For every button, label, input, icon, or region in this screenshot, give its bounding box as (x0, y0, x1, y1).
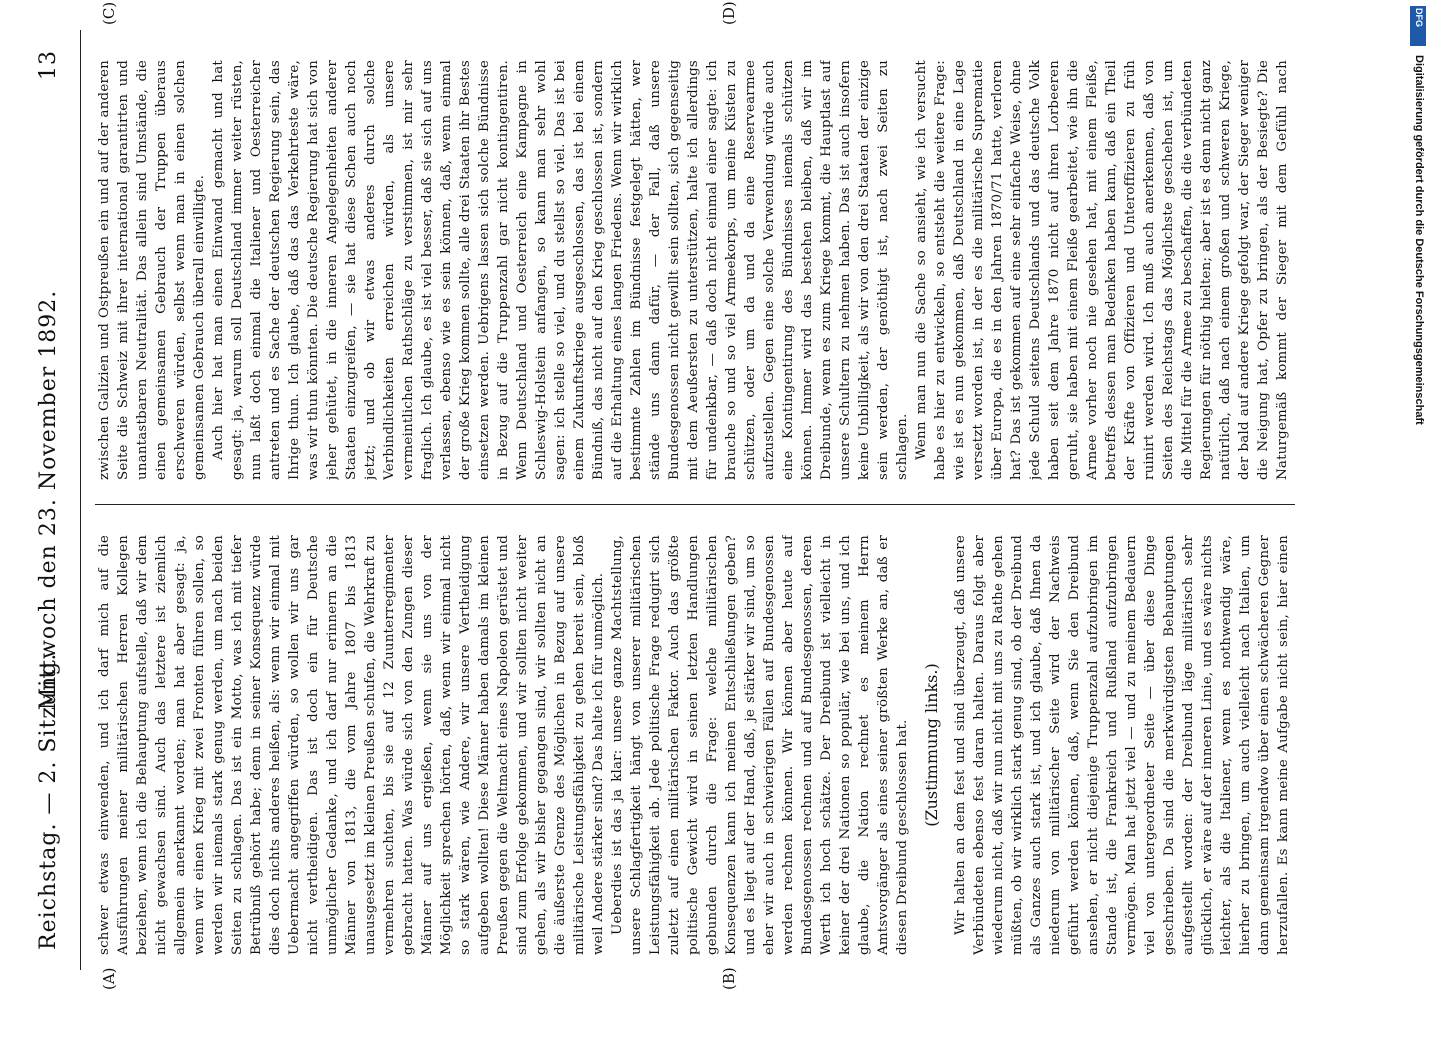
paragraph: zwischen Galizien und Ostpreußen ein und auf der anderen Seite die Schweiz mit ihrer international garantirten und unantastbaren Neutralität. Das allein sind Umstände, die einen gemeinsamen Gebrauch der Truppen überaus erschweren würden, selbst wenn man in einen solchen gemeinsamen Gebrauch überall einwilligte. (97, 60, 207, 480)
column-divider (95, 504, 1295, 505)
left-column (95, 535, 1295, 955)
header-date: Mittwoch den 23. November 1892. (36, 289, 61, 711)
paragraph: Auch hier hat man einen Einwand gemacht und hat gesagt: ja, warum soll Deutschland immer weiter rüsten, nun laßt doch einmal die Italiener und Oesterreicher antreten und es Sache der deutschen Regierung sein, das Ihrige thun. Ich glaube, daß das das Verkehrteste wäre, was wir thun könnten. Die deutsche Regierung hat sich von jeher gehütet, in die inneren Angelegenheiten anderer Staaten einzugreifen, — sie hat diese Schen auch noch jetzt; und ob wir etwas anderes durch solche Verbindlichkeiten erreichen würden, als unsere vermeintlichen Rathschläge zu verstimmen, ist mir sehr fraglich. Ich glaube, es ist viel besser, daß sie sich auf uns verlassen, ebenso wie es sein können, daß, wenn einmal der große Krieg kommen sollte, alle drei Staaten ihr Bestes einsetzen werden. Uebrigens lassen sich solche Bündnisse in Bezug auf die Truppenzahl gar nicht kontingentiren. Wenn Deutschland und Oesterreich eine Kampagne in Schleswig-Holstein anfangen, so kann man sehr wohl sagen: ich stelle so viel, und du stellst so viel. Das ist bei einem Zukunftskriege ausgeschlossen, das ist bei einem Bündniß, das nicht auf den Krieg geschlossen ist, sondern auf die Erhaltung eines langen Friedens. Wenn wir wirklich bestimmte Zahlen im Bündnisse festgelegt hätten, wer stände uns dann dafür, — der Fall, daß unsere Bundesgenossen nicht gewillt sein sollten, sich gegenseitig mit dem Aeußersten zu unterstützen, halte ich allerdings für undenkbar, — daß doch nicht einmal einer sagte: ich brauche so und so viel Armeekorps, um meine Küsten zu schützen, oder um da und da eine Reservearmee aufzustellen. Gegen eine solche Verwendung würde auch eine Kontingentirung des Bündnisses niemals schützen können. Immer wird das bestehen bleiben, daß wir im Dreibunde, wenn es zum Kriege kommt, die Hauptlast auf unsere Schultern zu nehmen haben. Das ist auch insofern keine Unbilligkeit, als wir von den drei Staaten der einzige sein werden, der genöthigt ist, nach zwei Seiten zu schlagen. (211, 60, 910, 480)
margin-letter-d: (D) (720, 1, 738, 25)
margin-letter-b: (B) (720, 967, 738, 990)
header-session: Reichstag. — 2. Sitzung. (36, 652, 61, 950)
dfg-logo: DFG (1410, 6, 1426, 46)
applause-note: (Zustimmung links.) (922, 663, 941, 827)
paragraph: schwer etwas einwenden, und ich darf mich auf die Ausführungen meiner militärischen Herren Kollegen beziehen, wenn ich die Behauptung aufstelle, daß wir dem nicht gewachsen sind. Auch das letztere ist ziemlich allgemein anerkannt worden; man hat aber gesagt: ja, wenn wir einen Krieg mit zwei Fronten führen sollen, so werden wir niemals stark genug werden, um nach beiden Seiten zu schlagen. Das ist ein Motto, was ich mit tiefer Betrübniß gehört habe; denn in seiner Konsequenz würde dies doch nichts anderes heißen, als: wenn wir einmal mit Uebermacht angegriffen würden, so wollen wir uns gar nicht vertheidigen. Das ist doch ein für Deutsche unmöglicher Gedanke, und ich darf nur erinnern an die Männer von 1813, die vom Jahre 1807 bis 1813 unausgesetzt im kleinen Preußen schufen, die Wehrkraft zu vermehren suchten, bis sie auf 12 Zuunterregimenter gebracht hatten. Was würde sich von den Zungen dieser Männer auf uns ergießen, wenn sie uns von der Möglichkeit sprechen hörten, daß, wenn wir einmal nicht so stark wären, wie Andere, wir unsere Vertheidigung aufgeben wollten! Diese Männer haben damals im kleinen Preußen gegen die Weltmacht eines Napoleon gerüstet und sind zum Erfolge gekommen, und wir sollten nicht weiter gehen, als wir bisher gegangen sind, wir sollten nicht an die äußerste Grenze des Möglichen in Bezug auf unsere militärische Leistungsfähigkeit zu gehen bereit sein, bloß weil Andere stärker sind? Das halte ich für unmöglich. (97, 535, 606, 955)
header-rule (80, 30, 81, 970)
margin-letter-c: (C) (100, 1, 118, 25)
paragraph: Wir halten an dem fest und sind überzeugt, daß unsere Verbündeten ebenso fest daran halten. Daraus folgt aber wiederum nicht, daß wir nun nicht mit uns zu Rathe gehen müßten, ob wir wirklich stark genug sind, ob der Dreibund als Ganzes auch stark ist, und ich glaube, daß Ihnen da niederum von militärischer Seite wird der Nachweis geführt werden können, daß, wenn Sie den Dreibund ansehen, er nicht diejenige Truppenzahl aufzubringen im Stande ist, die Frankreich und Rußland aufzubringen vermögen. Man hat jetzt viel — und zu meinem Bedauern viel von untergeordneter Seite — über diese Dinge geschrieben. Da sind die merkwürdigsten Behauptungen aufgestellt worden: der Dreibund läge militärisch sehr glücklich, er wäre auf der inneren Linie, und es wäre nichts leichter, als die Italiener, wenn es nothwendig wäre, hierher zu bringen, um auch vielleicht nach Italien, um dann gemeinsam irgendwo über einen schwächeren Gegner herzufallen. Es kann meine Aufgabe nicht sein, hier einen (953, 535, 1291, 955)
funding-notice: Digitalisierung gefördert durch die Deutsche Forschungsgemeinschaft (1413, 55, 1425, 425)
right-column (95, 60, 1295, 480)
paragraph: Ueberdies ist das ja klar: unsere ganze Machtstellung, unsere Schlagfertigkeit hängt von unserer militärischen Leistungsfähigkeit ab. Jede politische Frage redugirt sich zuletzt auf einen militärischen Faktor. Auch das größte politische Gewicht wird in seinen letzten Handlungen gebunden durch die Frage: welche militärischen Konsequenzen kann ich meinen Entschließungen geben? und es liegt auf der Hand, daß, je stärker wir sind, um so eher wir auch in schwierigen Fällen auf Bundesgenossen werden rechnen können. Wir können aber heute auf Bundesgenossen rechnen und auf Bundesgenossen, deren Werth ich hoch schätze. Der Dreibund ist vielleicht in keiner der drei Nationen so populär, wie bei uns, und ich glaube, die Nation rechnet es meinem Herrn Amtsvorgänger als eines seiner größten Werke an, daß er diesen Dreibund geschlossen hat. (610, 535, 910, 955)
margin-letter-a: (A) (100, 967, 118, 990)
header-page-number: 13 (36, 50, 61, 80)
page-header (30, 50, 70, 950)
funding-sidebar (1405, 0, 1432, 1000)
paragraph: Wenn man nun die Sache so ansieht, wie ich versucht habe es hier zu entwickeln, so entsteht die weitere Frage: wie ist es nun gekommen, daß Deutschland in eine Lage versetzt worden ist, in der es die militärische Suprematie über Europa, die es in den Jahren 1870/71 hatte, verloren hat? Das ist gekommen auf eine sehr einfache Weise, ohne jede Schuld seitens Deutschlands und das deutsche Volk haben seit dem Jahre 1870 nicht auf ihren Lorbeeren geruht, sie haben mit einem Fleiße gearbeitet, wie ihn die Armee vorher noch nie gesehen hat, mit einem Fleiße, betreffs dessen man Bedenken haben kann, daß ein Theil der Kräfte von Offizieren und Unteroffizieren zu früh ruinirt werden wird. Ich muß auch anerkennen, daß von Seiten des Reichstags das Möglichste geschehen ist, um die Mittel für die Armee zu beschaffen, die die verbündeten Regierungen für nöthig hielten; aber ist es denn nicht ganz natürlich, daß nach einem großen und schweren Kriege, der bald auf andere Kriege gefolgt war, der Sieger weniger die Neigung hat, Opfer zu bringen, als der Besiegte? Die Naturgemäß kommt der Sieger mit dem Gefühl nach (914, 60, 1290, 480)
